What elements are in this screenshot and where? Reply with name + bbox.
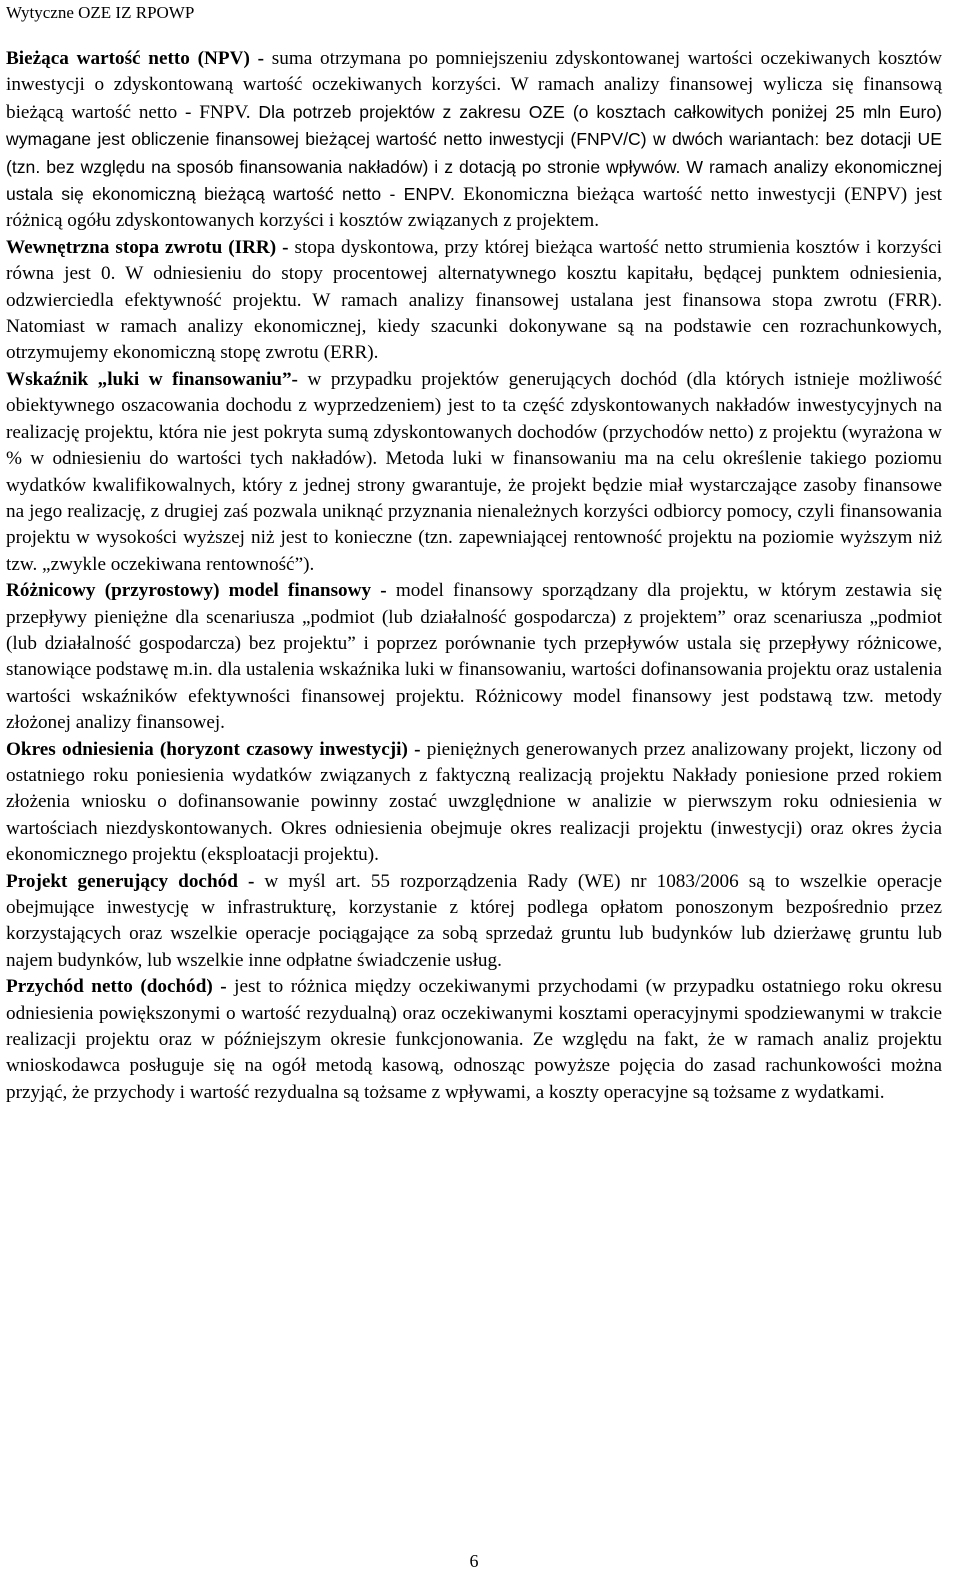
entry-text: stopa dyskontowa, przy której bieżąca wartość netto strumienia kosztów i korzyści równa jest 0. W odniesieniu do stopy procentowej alternatywnego kosztu kapitału, będącej punktem odniesienia, odzwierciedla efektywność projektu. W ramach analizy finansowej ustalana jest finansowa stopa zwrotu (FRR). Natomiast w ramach analizy ekonomicznej, kiedy szacunki dokonywane są na podstawie cen rozrachunkowych, otrzymujemy ekonomiczną stopę zwrotu (ERR). xyxy=(6,236,942,364)
entry-text: Ekonomiczna bieżąca wartość netto inwestycji (ENPV) jest różnicą ogółu zdyskontowanych korzyści i kosztów związanych z projektem. xyxy=(6,184,943,232)
glossary-entry-funding-gap xyxy=(6,367,942,578)
glossary-entry-revenue-project xyxy=(6,869,942,975)
glossary-entry-incremental-model xyxy=(6,578,942,736)
entry-term: Wewnętrzna stopa zwrotu (IRR) - xyxy=(6,236,289,258)
glossary-entry-reference-period xyxy=(6,737,942,869)
entry-term: Różnicowy (przyrostowy) model finansowy - xyxy=(6,580,387,602)
glossary-entry-npv xyxy=(6,46,942,235)
glossary-entry-irr xyxy=(6,235,942,367)
entry-term: Projekt generujący dochód - xyxy=(6,870,255,892)
glossary-content xyxy=(6,46,942,1106)
entry-text: w myśl art. 55 rozporządzenia Rady (WE) nr 1083/2006 są to wszelkie operacje obejmujące inwestycję w infrastrukturę, korzystanie z której podlega opłatom ponoszonym bezpośrednio przez korzystających oraz wszelkie operacje pociągające za sobą sprzedaż gruntu lub budynków lub dzierżawę gruntu lub najem budynków, lub wszelkie inne odpłatne świadczenie usług. xyxy=(6,870,942,971)
entry-text: suma otrzymana po pomniejszeniu zdyskontowanej wartości oczekiwanych kosztów inwestycji o zdyskontowaną wartość oczekiwanych korzyści. W ramach analizy finansowej wylicza się finansową bieżącą wartość netto - FNPV. xyxy=(6,48,943,123)
page-number: 6 xyxy=(469,1551,479,1571)
entry-text: jest to różnica między oczekiwanymi przychodami (w przypadku ostatniego roku okresu odniesienia powiększonymi o wartość rezydualną) oraz oczekiwanymi kosztami operacyjnymi spodziewanymi w trakcie realizacji projektu oraz w późniejszym okresie funkcjonowania. Ze względu na fakt, że w ramach analiz projektu wnioskodawca posługuje się na ogół metodą kasową, odnosząc powyższe pojęcia do zasad rachunkowości można przyjąć, że przychody i wartość rezydualna są tożsame z wpływami, a koszty operacyjne są tożsame z wydatkami. xyxy=(6,976,942,1103)
running-header: Wytyczne OZE IZ RPOWP xyxy=(6,3,195,22)
glossary-entry-net-revenue xyxy=(6,974,942,1106)
entry-term: Przychód netto (dochód) - xyxy=(6,976,227,998)
entry-term: Okres odniesienia (horyzont czasowy inwestycji) - xyxy=(6,738,421,760)
entry-text-sans: Dla potrzeb projektów z zakresu OZE (o kosztach całkowitych poniżej 25 mln Euro) wymagane jest obliczenie finansowej bieżącej wartość netto inwestycji (FNPV/C) w dwóch wariantach: bez dotacji UE (tzn. bez względu na sposób finansowania nakładów) i z dotacją po stronie wpływów. W ramach analizy ekonomicznej ustala się ekonomiczną bieżącą wartość netto - ENPV. xyxy=(6,101,942,205)
entry-term: Bieżąca wartość netto (NPV) - xyxy=(6,48,264,69)
entry-text: model finansowy sporządzany dla projektu, w którym zestawia się przepływy pieniężne dla scenariusza „podmiot (lub działalność gospodarcza) z projektem” oraz scenariusza „podmiot (lub działalność gospodarcza) bez projektu” i poprzez porównanie tych przepływów ustala się przepływy różnicowe, stanowiące podstawę m.in. dla ustalenia wskaźnika luki w finansowaniu, wartości dofinansowania projektu oraz ustalenia wartości wskaźników efektywności finansowej projektu. Różnicowy model finansowy jest podstawą tzw. metody złożonej analizy finansowej. xyxy=(6,580,942,734)
entry-text: w przypadku projektów generujących dochód (dla których istnieje możliwość obiektywnego oszacowania dochodu z wyprzedzeniem) jest to ta część zdyskontowanych nakładów inwestycyjnych na realizację projektu, która nie jest pokryta sumą zdyskontowanych dochodów (przychodów netto) z projektu (wyrażona w % w odniesieniu do wartości tych nakładów). Metoda luki w finansowaniu ma na celu określenie takiego poziomu wydatków kwalifikowalnych, który z jednej strony gwarantuje, że projekt będzie miał wystarczające zasoby finansowe na jego realizację, z drugiej zaś pozwala uniknąć przyznania nienależnych korzyści odbiorcy pomocy, czyli finansowania projektu w wysokości wyższej niż jest to konieczne (tzn. zapewniającej rentowność projektu na poziomie wyższym niż tzw. „zwykle oczekiwana rentowność”). xyxy=(6,368,943,575)
entry-text: pieniężnych generowanych przez analizowany projekt, liczony od ostatniego roku poniesienia wydatków związanych z faktyczną realizacją projektu Nakłady poniesione przed rokiem złożenia wniosku o dofinansowanie powinny zostać uwzględnione w analizie w pierwszym roku odniesienia w wartościach niezdyskontowanych. Okres odniesienia obejmuje okres realizacji projektu (inwestycji) oraz okres życia ekonomicznego projektu (eksploatacji projektu). xyxy=(6,738,942,866)
entry-term: Wskaźnik „luki w finansowaniu”- xyxy=(6,368,298,390)
